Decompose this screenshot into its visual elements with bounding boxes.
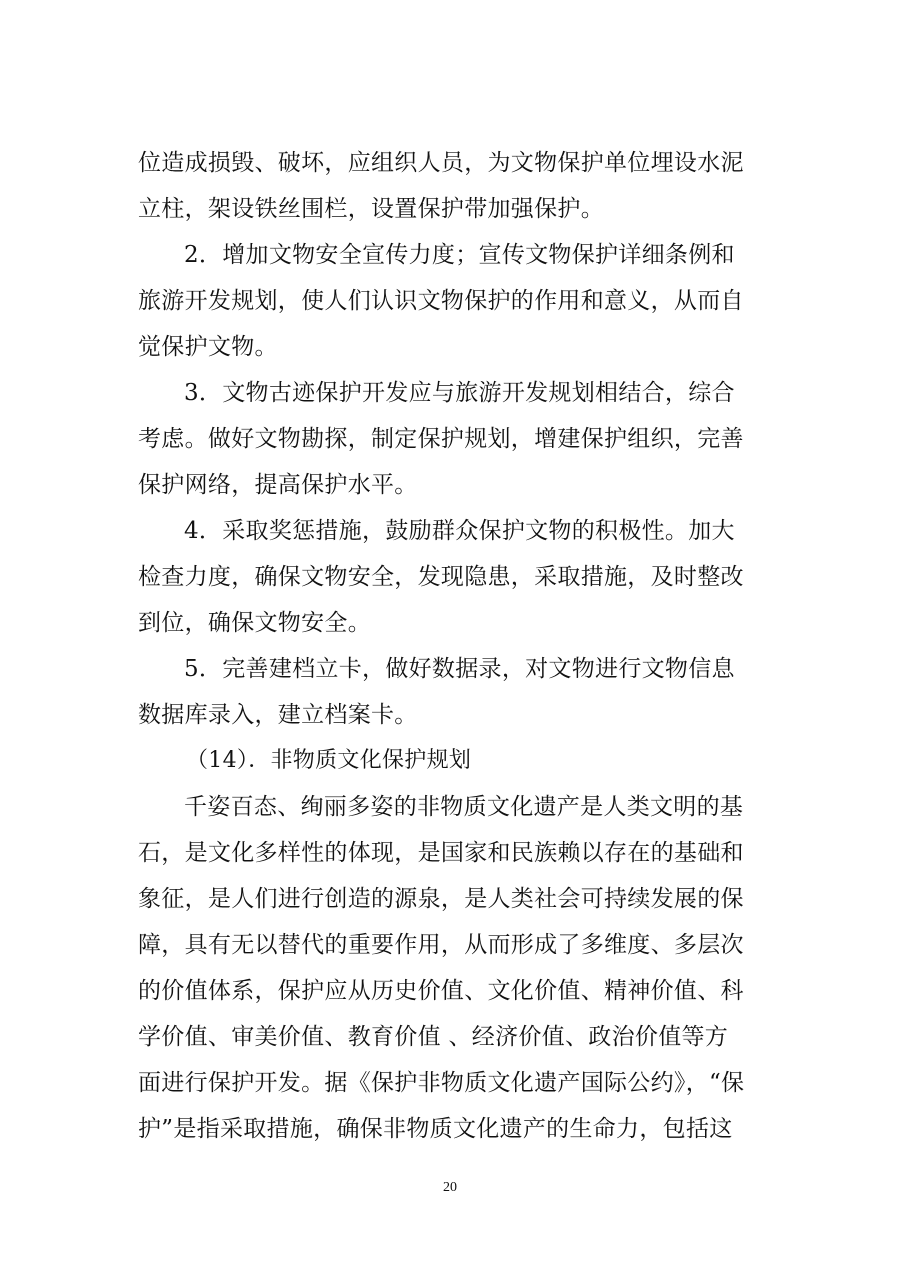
text-line: 护”是指采取措施，确保非物质文化遗产的生命力，包括这 (138, 1116, 733, 1142)
paragraph-start: 千姿百态、绚丽多姿的非物质文化遗产是人类文明的基 (184, 794, 744, 820)
text-line: 障，具有无以替代的重要作用，从而形成了多维度、多层次 (138, 932, 744, 958)
text-line: 象征，是人们进行创造的源泉，是人类社会可持续发展的保 (138, 886, 744, 912)
text-line: 考虑。做好文物勘探，制定保护规划，增建保护组织，完善 (138, 426, 744, 452)
text-line: 检查力度，确保文物安全，发现隐患，采取措施，及时整改 (138, 564, 744, 590)
text-line: 觉保护文物。 (138, 334, 278, 360)
text-line: 保护网络，提高保护水平。 (138, 472, 418, 498)
text-line: 学价值、审美价值、教育价值 、经济价值、政治价值等方 (138, 1024, 729, 1050)
body-text (138, 140, 770, 1152)
list-item-4: 4．采取奖惩措施，鼓励群众保护文物的积极性。加大 (184, 518, 735, 544)
text-line: 立柱，架设铁丝围栏，设置保护带加强保护。 (138, 196, 604, 222)
text-line: 的价值体系，保护应从历史价值、文化价值、精神价值、科 (138, 978, 744, 1004)
text-line: 面进行保护开发。据《保护非物质文化遗产国际公约》，“保 (138, 1070, 745, 1096)
page-number: 20 (443, 1180, 457, 1195)
section-heading: （14）．非物质文化保护规划 (186, 748, 472, 773)
list-item-3: 3．文物古迹保护开发应与旅游开发规划相结合，综合 (184, 380, 735, 406)
text-line: 旅游开发规划，使人们认识文物保护的作用和意义，从而自 (138, 288, 744, 314)
text-line: 数据库录入，建立档案卡。 (138, 702, 418, 728)
text-line: 到位，确保文物安全。 (138, 610, 371, 636)
text-line: 石，是文化多样性的体现，是国家和民族赖以存在的基础和 (138, 840, 744, 866)
text-line: 位造成损毁、破坏，应组织人员，为文物保护单位埋设水泥 (138, 150, 744, 176)
list-item-2: 2．增加文物安全宣传力度；宣传文物保护详细条例和 (184, 242, 735, 268)
list-item-5: 5．完善建档立卡，做好数据录，对文物进行文物信息 (184, 656, 735, 682)
